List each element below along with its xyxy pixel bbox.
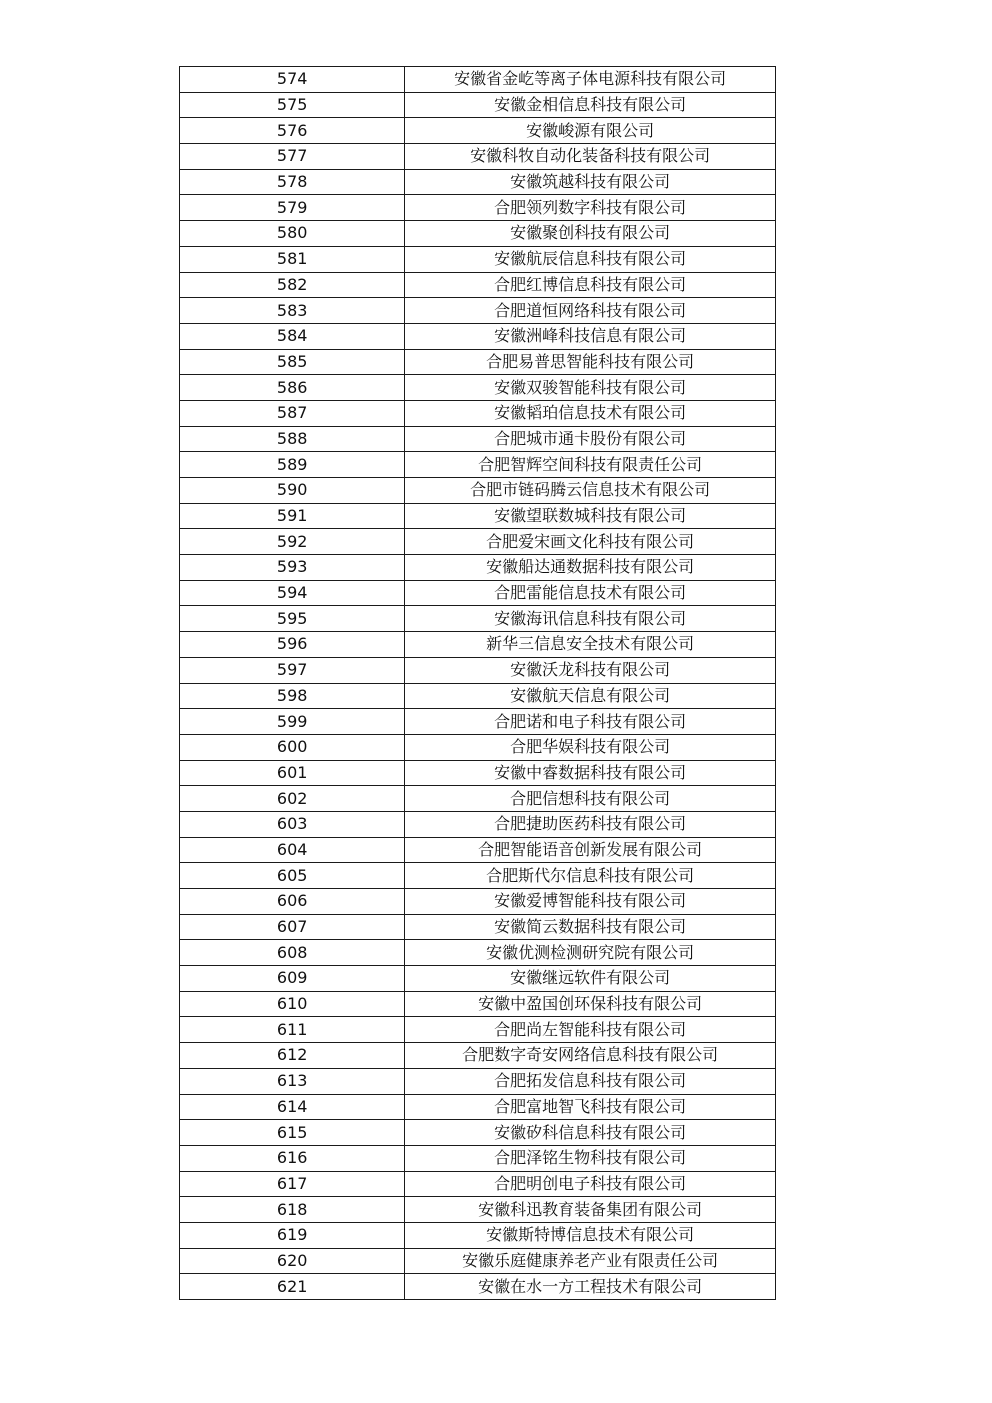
company-name-cell: 合肥泽铭生物科技有限公司 <box>405 1145 776 1171</box>
row-number-cell: 620 <box>180 1248 405 1274</box>
row-number-cell: 593 <box>180 555 405 581</box>
company-name-cell: 合肥捷助医药科技有限公司 <box>405 811 776 837</box>
table-row <box>180 529 776 555</box>
table-row <box>180 1222 776 1248</box>
company-name-cell: 合肥智能语音创新发展有限公司 <box>405 837 776 863</box>
table-row <box>180 837 776 863</box>
table-row <box>180 503 776 529</box>
table-row <box>180 555 776 581</box>
table-row <box>180 67 776 93</box>
company-name-cell: 安徽洲峰科技信息有限公司 <box>405 323 776 349</box>
table-row <box>180 709 776 735</box>
row-number-cell: 599 <box>180 709 405 735</box>
table-row <box>180 940 776 966</box>
table-row <box>180 1274 776 1300</box>
table-row <box>180 1068 776 1094</box>
table-row <box>180 1197 776 1223</box>
company-name-cell: 安徽航天信息有限公司 <box>405 683 776 709</box>
row-number-cell: 583 <box>180 298 405 324</box>
table-row <box>180 221 776 247</box>
table-row <box>180 1043 776 1069</box>
row-number-cell: 589 <box>180 452 405 478</box>
company-name-cell: 安徽望联数城科技有限公司 <box>405 503 776 529</box>
company-name-cell: 安徽优测检测研究院有限公司 <box>405 940 776 966</box>
company-name-cell: 合肥领列数字科技有限公司 <box>405 195 776 221</box>
company-name-cell: 安徽斯特博信息技术有限公司 <box>405 1222 776 1248</box>
company-name-cell: 安徽中睿数据科技有限公司 <box>405 760 776 786</box>
table-row <box>180 323 776 349</box>
row-number-cell: 603 <box>180 811 405 837</box>
table-row <box>180 144 776 170</box>
company-name-cell: 合肥拓发信息科技有限公司 <box>405 1068 776 1094</box>
company-name-cell: 安徽继远软件有限公司 <box>405 966 776 992</box>
row-number-cell: 614 <box>180 1094 405 1120</box>
company-name-cell: 合肥华娱科技有限公司 <box>405 734 776 760</box>
row-number-cell: 607 <box>180 914 405 940</box>
company-name-cell: 安徽在水一方工程技术有限公司 <box>405 1274 776 1300</box>
row-number-cell: 577 <box>180 144 405 170</box>
table-row <box>180 760 776 786</box>
table-row <box>180 1017 776 1043</box>
company-name-cell: 安徽双骏智能科技有限公司 <box>405 375 776 401</box>
table-row <box>180 1171 776 1197</box>
row-number-cell: 592 <box>180 529 405 555</box>
row-number-cell: 609 <box>180 966 405 992</box>
table-row <box>180 889 776 915</box>
table-row <box>180 195 776 221</box>
company-name-cell: 合肥易普思智能科技有限公司 <box>405 349 776 375</box>
table-row <box>180 375 776 401</box>
row-number-cell: 618 <box>180 1197 405 1223</box>
row-number-cell: 582 <box>180 272 405 298</box>
row-number-cell: 575 <box>180 92 405 118</box>
company-name-cell: 安徽聚创科技有限公司 <box>405 221 776 247</box>
row-number-cell: 617 <box>180 1171 405 1197</box>
row-number-cell: 595 <box>180 606 405 632</box>
table-row <box>180 966 776 992</box>
table-row <box>180 632 776 658</box>
row-number-cell: 608 <box>180 940 405 966</box>
company-name-cell: 安徽金相信息科技有限公司 <box>405 92 776 118</box>
table-row <box>180 426 776 452</box>
row-number-cell: 611 <box>180 1017 405 1043</box>
table-row <box>180 1094 776 1120</box>
company-name-cell: 安徽韬珀信息技术有限公司 <box>405 400 776 426</box>
company-name-cell: 合肥智辉空间科技有限责任公司 <box>405 452 776 478</box>
row-number-cell: 580 <box>180 221 405 247</box>
row-number-cell: 588 <box>180 426 405 452</box>
row-number-cell: 574 <box>180 67 405 93</box>
row-number-cell: 581 <box>180 246 405 272</box>
row-number-cell: 584 <box>180 323 405 349</box>
row-number-cell: 587 <box>180 400 405 426</box>
row-number-cell: 604 <box>180 837 405 863</box>
company-name-cell: 合肥道恒网络科技有限公司 <box>405 298 776 324</box>
company-name-cell: 安徽沃龙科技有限公司 <box>405 657 776 683</box>
company-name-cell: 合肥诺和电子科技有限公司 <box>405 709 776 735</box>
table-row <box>180 298 776 324</box>
row-number-cell: 612 <box>180 1043 405 1069</box>
company-name-cell: 安徽筑越科技有限公司 <box>405 169 776 195</box>
row-number-cell: 590 <box>180 478 405 504</box>
company-name-cell: 合肥爱宋画文化科技有限公司 <box>405 529 776 555</box>
table-row <box>180 657 776 683</box>
table-row <box>180 991 776 1017</box>
table-row <box>180 863 776 889</box>
row-number-cell: 579 <box>180 195 405 221</box>
row-number-cell: 591 <box>180 503 405 529</box>
company-name-cell: 安徽矽科信息科技有限公司 <box>405 1120 776 1146</box>
row-number-cell: 600 <box>180 734 405 760</box>
row-number-cell: 606 <box>180 889 405 915</box>
row-number-cell: 621 <box>180 1274 405 1300</box>
table-row <box>180 1248 776 1274</box>
row-number-cell: 613 <box>180 1068 405 1094</box>
table-row <box>180 272 776 298</box>
row-number-cell: 594 <box>180 580 405 606</box>
table-row <box>180 169 776 195</box>
company-name-cell: 合肥数字奇安网络信息科技有限公司 <box>405 1043 776 1069</box>
table-row <box>180 246 776 272</box>
table-row <box>180 400 776 426</box>
table-row <box>180 786 776 812</box>
company-name-cell: 合肥城市通卡股份有限公司 <box>405 426 776 452</box>
row-number-cell: 596 <box>180 632 405 658</box>
company-name-cell: 安徽爱博智能科技有限公司 <box>405 889 776 915</box>
table-row <box>180 478 776 504</box>
table-row <box>180 349 776 375</box>
company-name-cell: 安徽科牧自动化装备科技有限公司 <box>405 144 776 170</box>
company-name-cell: 安徽航辰信息科技有限公司 <box>405 246 776 272</box>
table-body <box>180 67 776 1300</box>
row-number-cell: 616 <box>180 1145 405 1171</box>
company-name-cell: 合肥市链码腾云信息技术有限公司 <box>405 478 776 504</box>
row-number-cell: 610 <box>180 991 405 1017</box>
table-row <box>180 580 776 606</box>
company-name-cell: 安徽峻源有限公司 <box>405 118 776 144</box>
table-row <box>180 606 776 632</box>
company-name-cell: 合肥斯代尔信息科技有限公司 <box>405 863 776 889</box>
table-row <box>180 811 776 837</box>
row-number-cell: 585 <box>180 349 405 375</box>
company-name-cell: 安徽海讯信息科技有限公司 <box>405 606 776 632</box>
row-number-cell: 615 <box>180 1120 405 1146</box>
row-number-cell: 576 <box>180 118 405 144</box>
company-list-table <box>179 66 776 1300</box>
company-name-cell: 安徽省金屹等离子体电源科技有限公司 <box>405 67 776 93</box>
company-name-cell: 合肥红博信息科技有限公司 <box>405 272 776 298</box>
company-name-cell: 合肥富地智飞科技有限公司 <box>405 1094 776 1120</box>
table-row <box>180 1145 776 1171</box>
row-number-cell: 586 <box>180 375 405 401</box>
table-row <box>180 734 776 760</box>
row-number-cell: 619 <box>180 1222 405 1248</box>
table-row <box>180 118 776 144</box>
company-name-cell: 合肥雷能信息技术有限公司 <box>405 580 776 606</box>
row-number-cell: 602 <box>180 786 405 812</box>
table-row <box>180 683 776 709</box>
row-number-cell: 605 <box>180 863 405 889</box>
company-name-cell: 安徽中盈国创环保科技有限公司 <box>405 991 776 1017</box>
company-name-cell: 安徽乐庭健康养老产业有限责任公司 <box>405 1248 776 1274</box>
table-row <box>180 452 776 478</box>
table-row <box>180 1120 776 1146</box>
table-row <box>180 92 776 118</box>
company-name-cell: 安徽简云数据科技有限公司 <box>405 914 776 940</box>
row-number-cell: 601 <box>180 760 405 786</box>
company-name-cell: 合肥信想科技有限公司 <box>405 786 776 812</box>
company-name-cell: 合肥尚左智能科技有限公司 <box>405 1017 776 1043</box>
company-name-cell: 安徽科迅教育装备集团有限公司 <box>405 1197 776 1223</box>
company-name-cell: 新华三信息安全技术有限公司 <box>405 632 776 658</box>
row-number-cell: 597 <box>180 657 405 683</box>
company-name-cell: 合肥明创电子科技有限公司 <box>405 1171 776 1197</box>
row-number-cell: 578 <box>180 169 405 195</box>
table-row <box>180 914 776 940</box>
company-name-cell: 安徽船达通数据科技有限公司 <box>405 555 776 581</box>
row-number-cell: 598 <box>180 683 405 709</box>
